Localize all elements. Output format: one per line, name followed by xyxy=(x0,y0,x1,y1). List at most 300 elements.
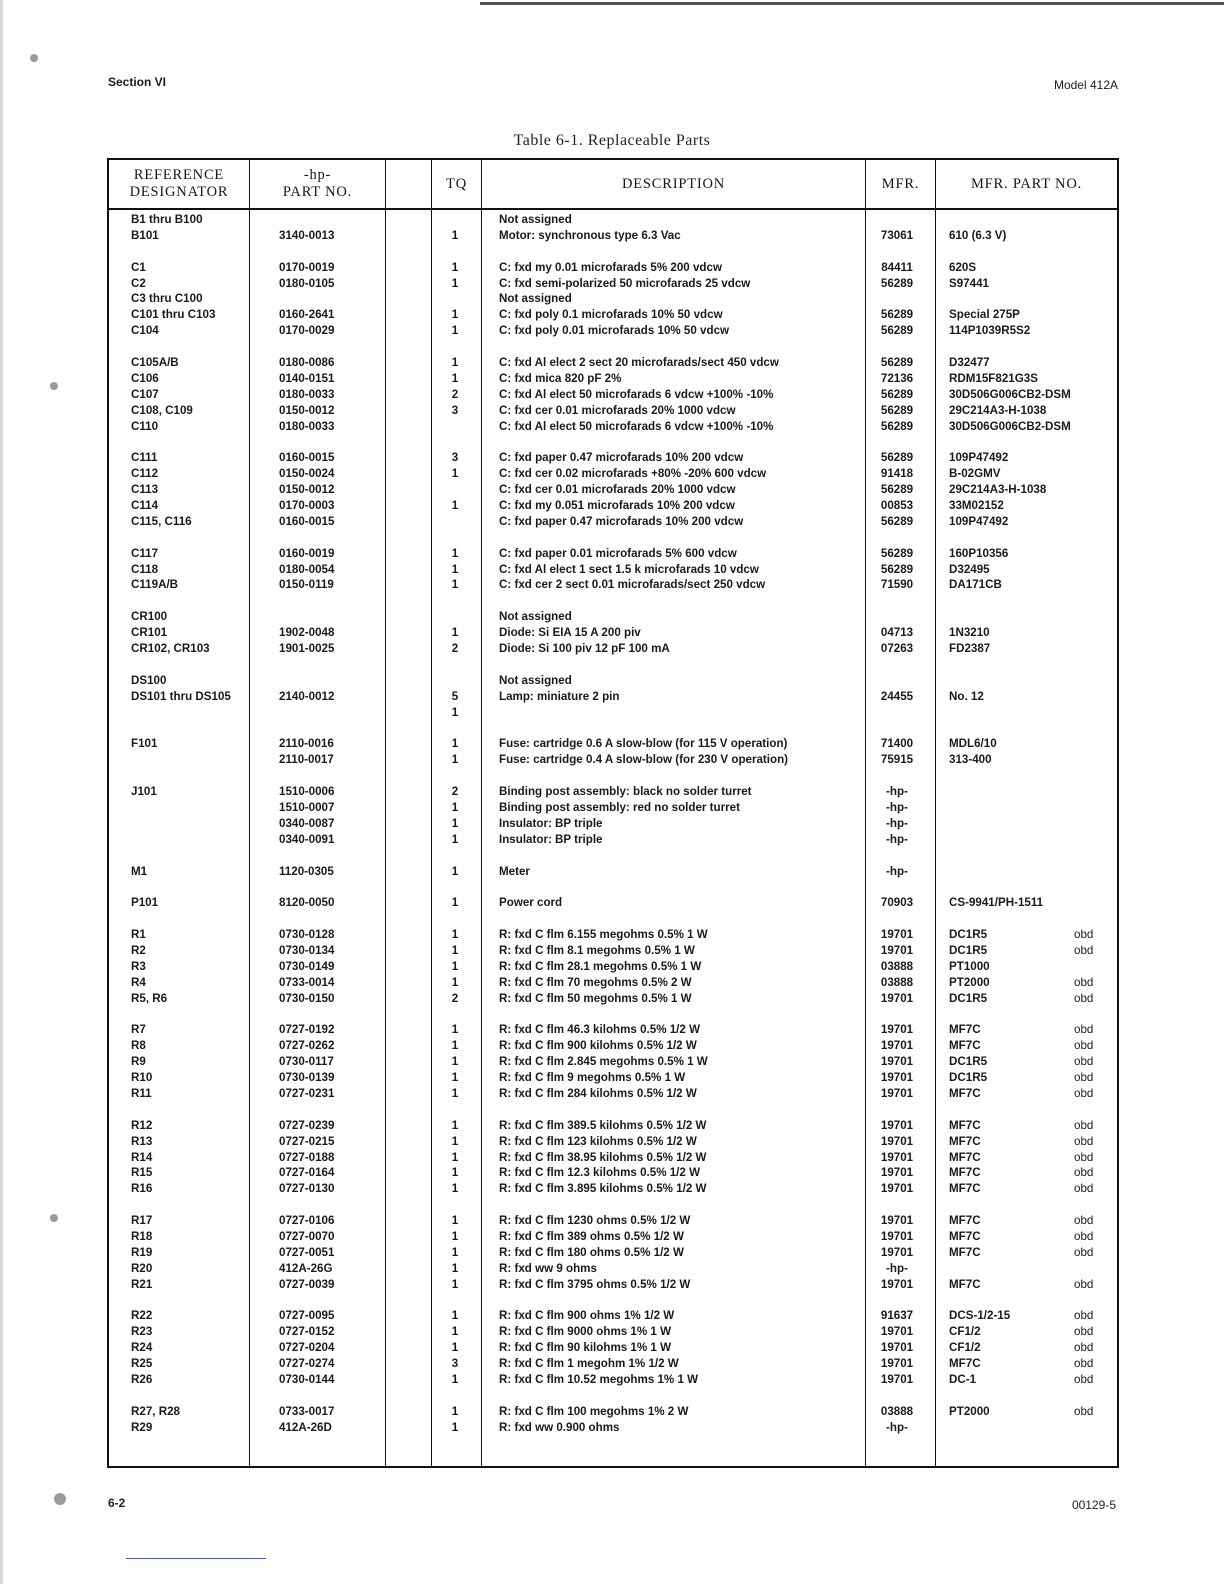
cell-mfr: 19701 xyxy=(880,943,914,957)
cell-mfr: 19701 xyxy=(880,1071,914,1085)
cell-description: C: fxd cer 0.01 microfarads 20% 1000 vdcw xyxy=(499,483,736,497)
table-row xyxy=(109,816,1117,832)
table-row xyxy=(109,689,1117,705)
cell-mfr: 19701 xyxy=(880,1150,914,1164)
cell-mfr: 19701 xyxy=(880,1023,914,1037)
cell-tq: 1 xyxy=(451,1420,459,1434)
cell-ref-designator: R23 xyxy=(131,1325,153,1339)
cell-tq: 1 xyxy=(451,1150,459,1164)
cell-ref-designator: R5, R6 xyxy=(131,991,168,1005)
cell-description: C: fxd poly 0.1 microfarads 10% 50 vdcw xyxy=(499,308,723,322)
parts-table xyxy=(107,158,1119,1468)
table-row xyxy=(109,1118,1117,1134)
cell-ref-designator: C119A/B xyxy=(131,578,179,592)
cell-hp-part-no: 0150-0119 xyxy=(279,578,334,592)
cell-mfr: 03888 xyxy=(880,959,914,973)
cell-mfr: 03888 xyxy=(880,975,914,989)
cell-tq: 1 xyxy=(451,276,459,290)
cell-mfr: 19701 xyxy=(880,1245,914,1259)
cell-mfr: 56289 xyxy=(880,483,914,497)
cell-description: C: fxd Al elect 50 microfarads 6 vdcw +100% -10% xyxy=(499,419,774,433)
cell-tq: 3 xyxy=(451,1357,459,1371)
cell-ref-designator: C115, C116 xyxy=(131,514,192,528)
cell-note: obd xyxy=(1074,1404,1094,1418)
cell-mfr-part-no: 33M02152 xyxy=(949,499,1004,513)
cell-hp-part-no: 0160-2641 xyxy=(279,308,335,322)
cell-tq: 1 xyxy=(451,816,459,830)
cell-hp-part-no: 0727-0152 xyxy=(279,1325,335,1339)
cell-description: C: fxd Al elect 1 sect 1.5 k microfarads 10 vdcw xyxy=(499,562,759,576)
cell-mfr: 71590 xyxy=(880,578,914,592)
cell-note: obd xyxy=(1074,1230,1094,1243)
cell-hp-part-no: 0727-0164 xyxy=(279,1166,335,1180)
cell-mfr: 07263 xyxy=(880,642,914,656)
cell-note: obd xyxy=(1074,1071,1094,1085)
cell-mfr-part-no: PT1000 xyxy=(949,959,990,973)
col-header-mfr: MFR. xyxy=(881,175,920,192)
cell-mfr-part-no: 109P47492 xyxy=(949,451,1009,465)
cell-mfr-part-no: D32495 xyxy=(949,562,990,576)
table-row xyxy=(109,562,1117,578)
cell-tq: 1 xyxy=(451,1309,459,1323)
cell-ref-designator: R10 xyxy=(131,1071,153,1085)
cell-hp-part-no: 0170-0019 xyxy=(279,260,335,274)
cell-description: R: fxd C flm 123 kilohms 0.5% 1/2 W xyxy=(499,1134,697,1148)
cell-mfr-part-no: MF7C xyxy=(949,1086,981,1100)
cell-note: obd xyxy=(1074,1325,1094,1339)
table-row xyxy=(109,784,1117,800)
cell-description: C: fxd paper 0.01 microfarads 5% 600 vdcw xyxy=(499,546,737,560)
cell-description: C: fxd Al elect 50 microfarads 6 vdcw +100% -10% xyxy=(499,387,774,401)
cell-mfr-part-no: MDL6/10 xyxy=(949,737,997,751)
cell-tq: 1 xyxy=(451,705,459,719)
cell-mfr-part-no: MF7C xyxy=(949,1277,981,1291)
cell-note: obd xyxy=(1074,1023,1094,1037)
cell-description: R: fxd C flm 389.5 kilohms 0.5% 1/2 W xyxy=(499,1118,707,1132)
table-row xyxy=(109,609,1117,625)
cell-description: C: fxd mica 820 pF 2% xyxy=(499,371,622,385)
cell-mfr-part-no: 114P1039R5S2 xyxy=(949,324,1031,338)
cell-tq: 1 xyxy=(451,943,459,957)
table-row xyxy=(109,1054,1117,1070)
cell-mfr-part-no: 620S xyxy=(949,260,977,274)
cell-description: C: fxd cer 0.02 microfarads +80% -20% 600 vdcw xyxy=(499,467,767,481)
cell-ref-designator: R2 xyxy=(131,943,146,957)
cell-ref-designator: B101 xyxy=(131,228,159,242)
cell-tq: 1 xyxy=(451,499,459,513)
cell-ref-designator: P101 xyxy=(131,896,159,910)
cell-hp-part-no: 0150-0012 xyxy=(279,403,335,417)
cell-ref-designator: C3 thru C100 xyxy=(131,292,203,306)
table-row xyxy=(109,1150,1117,1166)
cell-note: obd xyxy=(1074,928,1094,942)
cell-mfr: 19701 xyxy=(880,1230,914,1243)
cell-description: R: fxd C flm 2.845 megohms 0.5% 1 W xyxy=(499,1055,708,1069)
cell-note: obd xyxy=(1074,1086,1094,1100)
col-header-hp xyxy=(250,160,385,208)
row-spacer xyxy=(109,657,1117,673)
cell-tq: 1 xyxy=(451,896,459,910)
cell-description: R: fxd C flm 180 ohms 0.5% 1/2 W xyxy=(499,1245,684,1259)
cell-description: R: fxd C flm 6.155 megohms 0.5% 1 W xyxy=(499,928,708,942)
cell-mfr-part-no: MF7C xyxy=(949,1245,981,1259)
cell-mfr: 19701 xyxy=(880,1055,914,1069)
table-row xyxy=(109,450,1117,466)
cell-description: Motor: synchronous type 6.3 Vac xyxy=(499,228,681,242)
cell-mfr-part-no: CF1/2 xyxy=(949,1325,981,1339)
cell-hp-part-no: 0727-0051 xyxy=(279,1245,335,1259)
cell-ref-designator: CR102, CR103 xyxy=(131,642,210,656)
row-spacer xyxy=(109,244,1117,260)
cell-description: R: fxd C flm 12.3 kilohms 0.5% 1/2 W xyxy=(499,1166,701,1180)
cell-hp-part-no: 1120-0305 xyxy=(279,864,334,878)
cell-tq: 1 xyxy=(451,1341,459,1355)
cell-mfr: 56289 xyxy=(880,419,914,433)
cell-hp-part-no: 2110-0017 xyxy=(279,753,334,767)
cell-hp-part-no: 1510-0006 xyxy=(279,785,335,799)
cell-description: R: fxd C flm 38.95 kilohms 0.5% 1/2 W xyxy=(499,1150,707,1164)
cell-mfr: -hp- xyxy=(886,816,908,830)
cell-hp-part-no: 0160-0015 xyxy=(279,451,335,465)
cell-description: R: fxd C flm 70 megohms 0.5% 2 W xyxy=(499,975,692,989)
cell-ref-designator: C1 xyxy=(131,260,146,274)
table-row xyxy=(109,1086,1117,1102)
cell-ref-designator: R27, R28 xyxy=(131,1404,180,1418)
table-row xyxy=(109,1213,1117,1229)
cell-mfr: 19701 xyxy=(880,991,914,1005)
cell-ref-designator: R20 xyxy=(131,1261,153,1275)
table-row xyxy=(109,1134,1117,1150)
table-row xyxy=(109,1308,1117,1324)
cell-ref-designator: R21 xyxy=(131,1277,153,1291)
cell-description: C: fxd my 0.01 microfarads 5% 200 vdcw xyxy=(499,260,722,274)
cell-mfr-part-no: DC1R5 xyxy=(949,928,988,942)
table-row xyxy=(109,577,1117,593)
cell-tq: 1 xyxy=(451,562,459,576)
table-row xyxy=(109,927,1117,943)
cell-ref-designator: R19 xyxy=(131,1245,153,1259)
table-row xyxy=(109,466,1117,482)
cell-mfr-part-no: MF7C xyxy=(949,1357,981,1371)
cell-ref-designator: J101 xyxy=(131,785,157,799)
cell-mfr: 72136 xyxy=(880,371,914,385)
cell-tq: 1 xyxy=(451,1166,459,1180)
cell-mfr-part-no: MF7C xyxy=(949,1150,981,1164)
cell-mfr-part-no: DC1R5 xyxy=(949,1055,988,1069)
cell-mfr-part-no: 30D506G006CB2-DSM xyxy=(949,387,1071,401)
cell-description: R: fxd C flm 28.1 megohms 0.5% 1 W xyxy=(499,959,702,973)
row-spacer xyxy=(109,879,1117,895)
cell-description: C: fxd cer 2 sect 0.01 microfarads/sect 250 vdcw xyxy=(499,578,766,592)
cell-ref-designator: C111 xyxy=(131,451,158,465)
cell-mfr: 04713 xyxy=(880,626,914,640)
table-row xyxy=(109,260,1117,276)
cell-tq: 1 xyxy=(451,1086,459,1100)
cell-mfr: 19701 xyxy=(880,1039,914,1053)
row-spacer xyxy=(109,1007,1117,1023)
cell-mfr: 56289 xyxy=(880,451,914,465)
document-code: 00129-5 xyxy=(1071,1498,1116,1512)
cell-ref-designator: B1 thru B100 xyxy=(131,213,203,226)
cell-mfr-part-no: DC-1 xyxy=(949,1373,977,1387)
cell-note: obd xyxy=(1074,1166,1094,1180)
table-title: Table 6-1. Replaceable Parts xyxy=(513,132,711,149)
table-row xyxy=(109,498,1117,514)
cell-tq: 1 xyxy=(451,546,459,560)
cell-hp-part-no: 2140-0012 xyxy=(279,689,335,703)
cell-hp-part-no: 0160-0019 xyxy=(279,546,335,560)
cell-mfr-part-no: MF7C xyxy=(949,1214,981,1228)
cell-hp-part-no: 0170-0029 xyxy=(279,324,335,338)
cell-tq: 1 xyxy=(451,1055,459,1069)
table-row xyxy=(109,514,1117,530)
cell-description: Meter xyxy=(499,864,530,878)
cell-hp-part-no: 0727-0262 xyxy=(279,1039,335,1053)
cell-mfr: 56289 xyxy=(880,546,914,560)
table-row xyxy=(109,1340,1117,1356)
cell-mfr: -hp- xyxy=(886,1261,908,1275)
cell-note: obd xyxy=(1074,1055,1094,1069)
table-row xyxy=(109,943,1117,959)
cell-hp-part-no: 0730-0134 xyxy=(279,943,335,957)
table-row xyxy=(109,1229,1117,1245)
cell-tq: 1 xyxy=(451,1277,459,1291)
cell-ref-designator: C108, C109 xyxy=(131,403,193,417)
cell-tq: 1 xyxy=(451,308,459,322)
cell-description: Binding post assembly: black no solder turret xyxy=(499,785,752,799)
model-label: Model 412A xyxy=(1053,78,1118,92)
cell-hp-part-no: 0730-0139 xyxy=(279,1071,335,1085)
cell-note: obd xyxy=(1074,1150,1094,1164)
cell-ref-designator: R15 xyxy=(131,1166,153,1180)
cell-ref-designator: R16 xyxy=(131,1182,153,1196)
cell-tq: 1 xyxy=(451,371,459,385)
cell-description: C: fxd paper 0.47 microfarads 10% 200 vdcw xyxy=(499,451,744,465)
cell-mfr-part-no: 1N3210 xyxy=(949,626,990,640)
row-spacer xyxy=(109,1197,1117,1213)
cell-ref-designator: CR100 xyxy=(131,610,168,624)
cell-tq: 2 xyxy=(451,991,459,1005)
cell-mfr: 24455 xyxy=(880,689,914,703)
cell-description: R: fxd C flm 1 megohm 1% 1/2 W xyxy=(499,1357,679,1371)
cell-description: R: fxd C flm 100 megohms 1% 2 W xyxy=(499,1404,689,1418)
cell-tq: 1 xyxy=(451,324,459,338)
table-row xyxy=(109,705,1117,721)
cell-ref-designator: R8 xyxy=(131,1039,146,1053)
table-row xyxy=(109,1038,1117,1054)
cell-ref-designator: R29 xyxy=(131,1420,153,1434)
cell-tq: 1 xyxy=(451,1373,459,1387)
cell-tq: 1 xyxy=(451,737,459,751)
cell-tq: 1 xyxy=(451,1404,459,1418)
cell-ref-designator: F101 xyxy=(131,737,158,751)
cell-ref-designator: R14 xyxy=(131,1150,153,1164)
table-row xyxy=(109,1356,1117,1372)
cell-ref-designator: C112 xyxy=(131,467,159,481)
cell-mfr: 70903 xyxy=(880,896,914,910)
cell-description: Not assigned xyxy=(499,292,572,306)
row-spacer xyxy=(109,721,1117,737)
section-label: Section VI xyxy=(108,75,167,89)
cell-mfr-part-no: 313-400 xyxy=(949,753,992,767)
cell-mfr-part-no: D32477 xyxy=(949,356,990,370)
cell-ref-designator: C114 xyxy=(131,499,159,513)
cell-description: Lamp: miniature 2 pin xyxy=(499,689,620,703)
cell-ref-designator: C118 xyxy=(131,562,159,576)
cell-mfr-part-no: DCS-1/2-15 xyxy=(949,1309,1011,1323)
cell-hp-part-no: 1902-0048 xyxy=(279,626,335,640)
cell-note: obd xyxy=(1074,1357,1094,1371)
col-header-ref: REFERENCE DESIGNATOR xyxy=(129,167,229,200)
cell-hp-part-no: 0733-0017 xyxy=(279,1404,335,1418)
cell-mfr: 73061 xyxy=(880,228,914,242)
cell-mfr-part-no: 610 (6.3 V) xyxy=(949,228,1007,242)
cell-mfr: 19701 xyxy=(880,1325,914,1339)
cell-ref-designator: R11 xyxy=(131,1086,152,1100)
table-row xyxy=(109,895,1117,911)
cell-note: obd xyxy=(1074,1214,1094,1228)
cell-tq: 1 xyxy=(451,1182,459,1196)
cell-tq: 1 xyxy=(451,975,459,989)
cell-description: Insulator: BP triple xyxy=(499,832,603,846)
binder-hole xyxy=(50,382,58,390)
cell-note: obd xyxy=(1074,1245,1094,1259)
cell-tq: 2 xyxy=(451,785,459,799)
cell-mfr-part-no: DC1R5 xyxy=(949,1071,988,1085)
col-header-tq: TQ xyxy=(446,175,467,192)
cell-hp-part-no: 0727-0215 xyxy=(279,1134,335,1148)
cell-ref-designator: C106 xyxy=(131,371,159,385)
cell-hp-part-no: 0727-0204 xyxy=(279,1341,335,1355)
cell-ref-designator: C113 xyxy=(131,483,159,497)
cell-mfr-part-no: PT2000 xyxy=(949,1404,990,1418)
cell-mfr: 56289 xyxy=(880,514,914,528)
cell-mfr: 56289 xyxy=(880,276,914,290)
cell-description: C: fxd semi-polarized 50 microfarads 25 vdcw xyxy=(499,276,751,290)
binder-hole xyxy=(54,1493,66,1505)
cell-hp-part-no: 0727-0106 xyxy=(279,1214,335,1228)
cell-note: obd xyxy=(1074,975,1094,989)
cell-tq: 2 xyxy=(451,642,459,656)
cell-ref-designator: R25 xyxy=(131,1357,153,1371)
cell-mfr-part-no: DC1R5 xyxy=(949,991,988,1005)
cell-mfr-part-no: B-02GMV xyxy=(949,467,1001,481)
cell-hp-part-no: 0730-0149 xyxy=(279,959,335,973)
cell-mfr: -hp- xyxy=(886,785,908,799)
table-body xyxy=(109,212,1117,1436)
cell-mfr-part-no: S97441 xyxy=(949,276,989,290)
cell-hp-part-no: 1901-0025 xyxy=(279,642,335,656)
cell-tq: 1 xyxy=(451,1214,459,1228)
cell-mfr-part-no: 160P10356 xyxy=(949,546,1009,560)
cell-hp-part-no: 3140-0013 xyxy=(279,228,335,242)
cell-description: Power cord xyxy=(499,896,563,910)
cell-description: R: fxd C flm 1230 ohms 0.5% 1/2 W xyxy=(499,1214,691,1228)
cell-tq: 1 xyxy=(451,228,459,242)
cell-tq: 1 xyxy=(451,800,459,814)
cell-tq: 2 xyxy=(451,387,459,401)
cell-hp-part-no: 0180-0086 xyxy=(279,356,335,370)
cell-mfr: 56289 xyxy=(880,324,914,338)
table-row xyxy=(109,276,1117,292)
cell-description: Fuse: cartridge 0.4 A slow-blow (for 230 V operation) xyxy=(499,753,789,767)
table-row xyxy=(109,800,1117,816)
cell-mfr: -hp- xyxy=(886,864,908,878)
cell-tq: 1 xyxy=(451,1134,459,1148)
cell-tq: 1 xyxy=(451,1230,459,1243)
cell-description: Binding post assembly: red no solder turret xyxy=(499,800,740,814)
cell-tq: 1 xyxy=(451,356,459,370)
row-spacer xyxy=(109,339,1117,355)
cell-note: obd xyxy=(1074,1039,1094,1053)
cell-mfr-part-no: MF7C xyxy=(949,1023,981,1037)
cell-ref-designator: R7 xyxy=(131,1023,146,1037)
cell-mfr-part-no: 109P47492 xyxy=(949,514,1009,528)
cell-description: C: fxd poly 0.01 microfarads 10% 50 vdcw xyxy=(499,324,730,338)
cell-mfr: 91418 xyxy=(880,467,914,481)
table-row xyxy=(109,546,1117,562)
cell-tq: 1 xyxy=(451,928,459,942)
table-row xyxy=(109,1070,1117,1086)
cell-tq: 1 xyxy=(451,467,459,481)
cell-description: R: fxd C flm 389 ohms 0.5% 1/2 W xyxy=(499,1230,684,1243)
table-row xyxy=(109,1181,1117,1197)
cell-ref-designator: R17 xyxy=(131,1214,153,1228)
cell-ref-designator: M1 xyxy=(131,864,148,878)
cell-description: R: fxd C flm 9 megohms 0.5% 1 W xyxy=(499,1071,686,1085)
cell-mfr-part-no: DC1R5 xyxy=(949,943,988,957)
cell-note: obd xyxy=(1074,1341,1094,1355)
cell-mfr: 19701 xyxy=(880,1182,914,1196)
table-row xyxy=(109,482,1117,498)
cell-description: Diode: Si 100 piv 12 pF 100 mA xyxy=(499,642,670,656)
cell-ref-designator: R22 xyxy=(131,1309,153,1323)
table-row xyxy=(109,228,1117,244)
cell-mfr-part-no: MF7C xyxy=(949,1118,981,1132)
cell-mfr-part-no: 29C214A3-H-1038 xyxy=(949,403,1047,417)
cell-tq: 1 xyxy=(451,578,459,592)
cell-mfr-part-no: MF7C xyxy=(949,1039,981,1053)
cell-ref-designator: R4 xyxy=(131,975,146,989)
cell-tq: 1 xyxy=(451,1325,459,1339)
cell-mfr: 03888 xyxy=(880,1404,914,1418)
cell-hp-part-no: 0730-0128 xyxy=(279,928,335,942)
cell-description: C: fxd cer 0.01 microfarads 20% 1000 vdcw xyxy=(499,403,736,417)
cell-tq: 1 xyxy=(451,959,459,973)
cell-mfr: 56289 xyxy=(880,403,914,417)
cell-mfr-part-no: DA171CB xyxy=(949,578,1002,592)
row-spacer xyxy=(109,768,1117,784)
cell-ref-designator: R3 xyxy=(131,959,146,973)
cell-description: R: fxd C flm 900 ohms 1% 1/2 W xyxy=(499,1309,675,1323)
cell-description: R: fxd C flm 10.52 megohms 1% 1 W xyxy=(499,1373,699,1387)
cell-description: Diode: Si EIA 15 A 200 piv xyxy=(499,626,641,640)
cell-hp-part-no: 0727-0039 xyxy=(279,1277,335,1291)
cell-hp-part-no: 0727-0095 xyxy=(279,1309,335,1323)
row-spacer xyxy=(109,1293,1117,1309)
cell-tq: 1 xyxy=(451,260,459,274)
cell-hp-part-no: 0340-0091 xyxy=(279,832,335,846)
cell-hp-part-no: 0170-0003 xyxy=(279,499,335,513)
scan-mark xyxy=(126,1558,266,1559)
table-row xyxy=(109,1372,1117,1388)
cell-mfr-part-no: MF7C xyxy=(949,1182,981,1196)
cell-note: obd xyxy=(1074,1277,1094,1291)
cell-ref-designator: CR101 xyxy=(131,626,168,640)
cell-note: obd xyxy=(1074,1309,1094,1323)
cell-mfr-part-no: MF7C xyxy=(949,1230,981,1243)
cell-mfr: 91637 xyxy=(880,1309,914,1323)
